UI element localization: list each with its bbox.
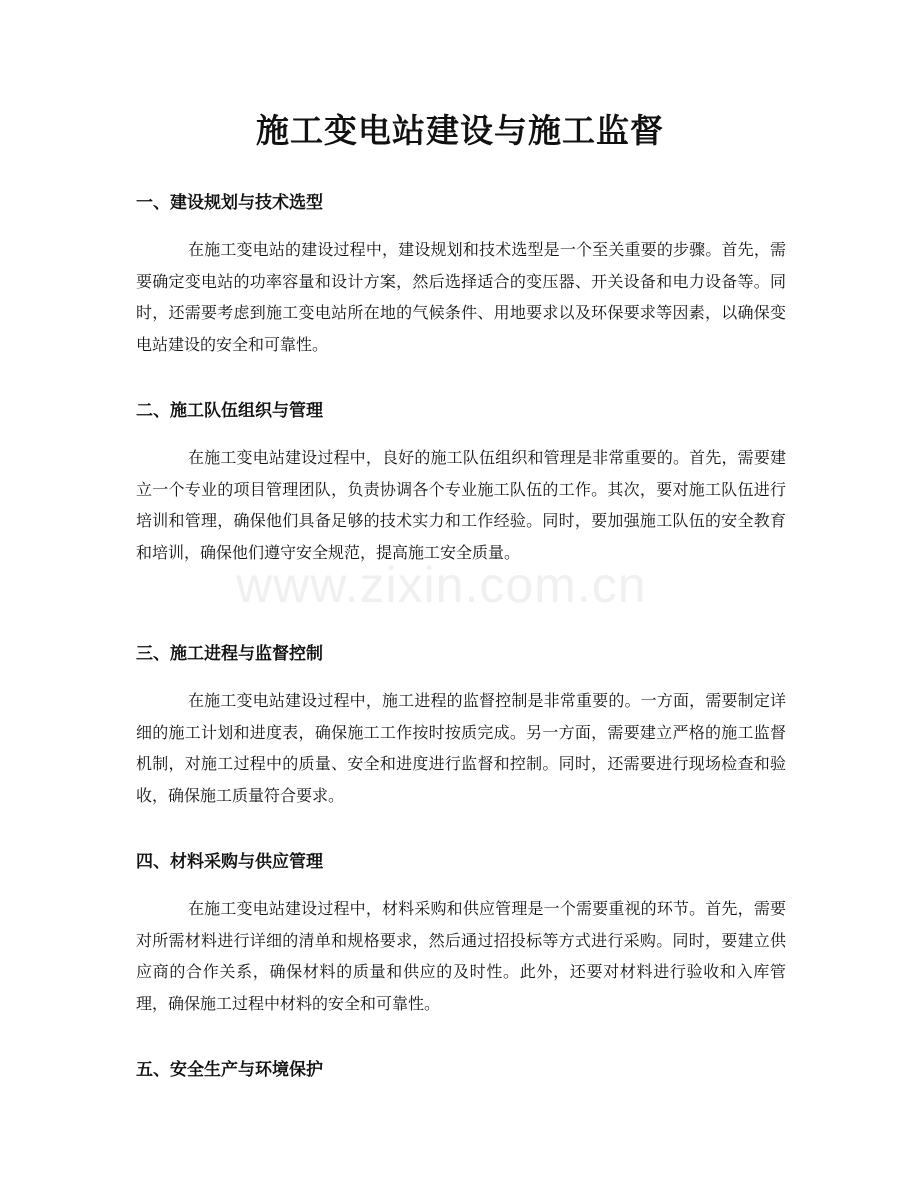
section-1: [136, 190, 786, 360]
section-paragraph: 在施工变电站建设过程中，良好的施工队伍组织和管理是非常重要的。首先，需要建立一个专业的项目管理团队，负责协调各个专业施工队伍的工作。其次，要对施工队伍进行培训和管理，确保他们具备足够的技术实力和工作经验。同时，要加强施工队伍的安全教育和培训，确保他们遵守安全规范，提高施工安全质量。: [136, 448, 786, 562]
section-heading: 二、施工队伍组织与管理: [136, 401, 323, 421]
section-paragraph: 在施工变电站的建设过程中，建设规划和技术选型是一个至关重要的步骤。首先，需要确定变电站的功率容量和设计方案，然后选择适合的变压器、开关设备和电力设备等。同时，还需要考虑到施工变电站所在地的气候条件、用地要求以及环保要求等因素，以确保变电站建设的安全和可靠性。: [136, 240, 786, 354]
section-heading: 四、材料采购与供应管理: [136, 852, 323, 872]
section-3: [136, 641, 786, 811]
watermark: www.zixin.com.cn: [236, 557, 647, 613]
section-4: [136, 849, 786, 1019]
section-5: [136, 1057, 786, 1083]
section-paragraph: 在施工变电站建设过程中，材料采购和供应管理是一个需要重视的环节。首先，需要对所需材料进行详细的清单和规格要求，然后通过招投标等方式进行采购。同时，要建立供应商的合作关系，确保材料的质量和供应的及时性。此外，还要对材料进行验收和入库管理，确保施工过程中材料的安全和可靠性。: [136, 899, 786, 1013]
section-paragraph: 在施工变电站建设过程中，施工进程的监督控制是非常重要的。一方面，需要制定详细的施工计划和进度表，确保施工工作按时按质完成。另一方面，需要建立严格的施工监督机制，对施工过程中的质量、安全和进度进行监督和控制。同时，还需要进行现场检查和验收，确保施工质量符合要求。: [136, 691, 786, 805]
section-heading: 五、安全生产与环境保护: [136, 1060, 323, 1080]
section-2: [136, 398, 786, 568]
section-heading: 三、施工进程与监督控制: [136, 644, 323, 664]
page-title: 施工变电站建设与施工监督: [256, 111, 664, 150]
section-heading: 一、建设规划与技术选型: [136, 193, 323, 213]
